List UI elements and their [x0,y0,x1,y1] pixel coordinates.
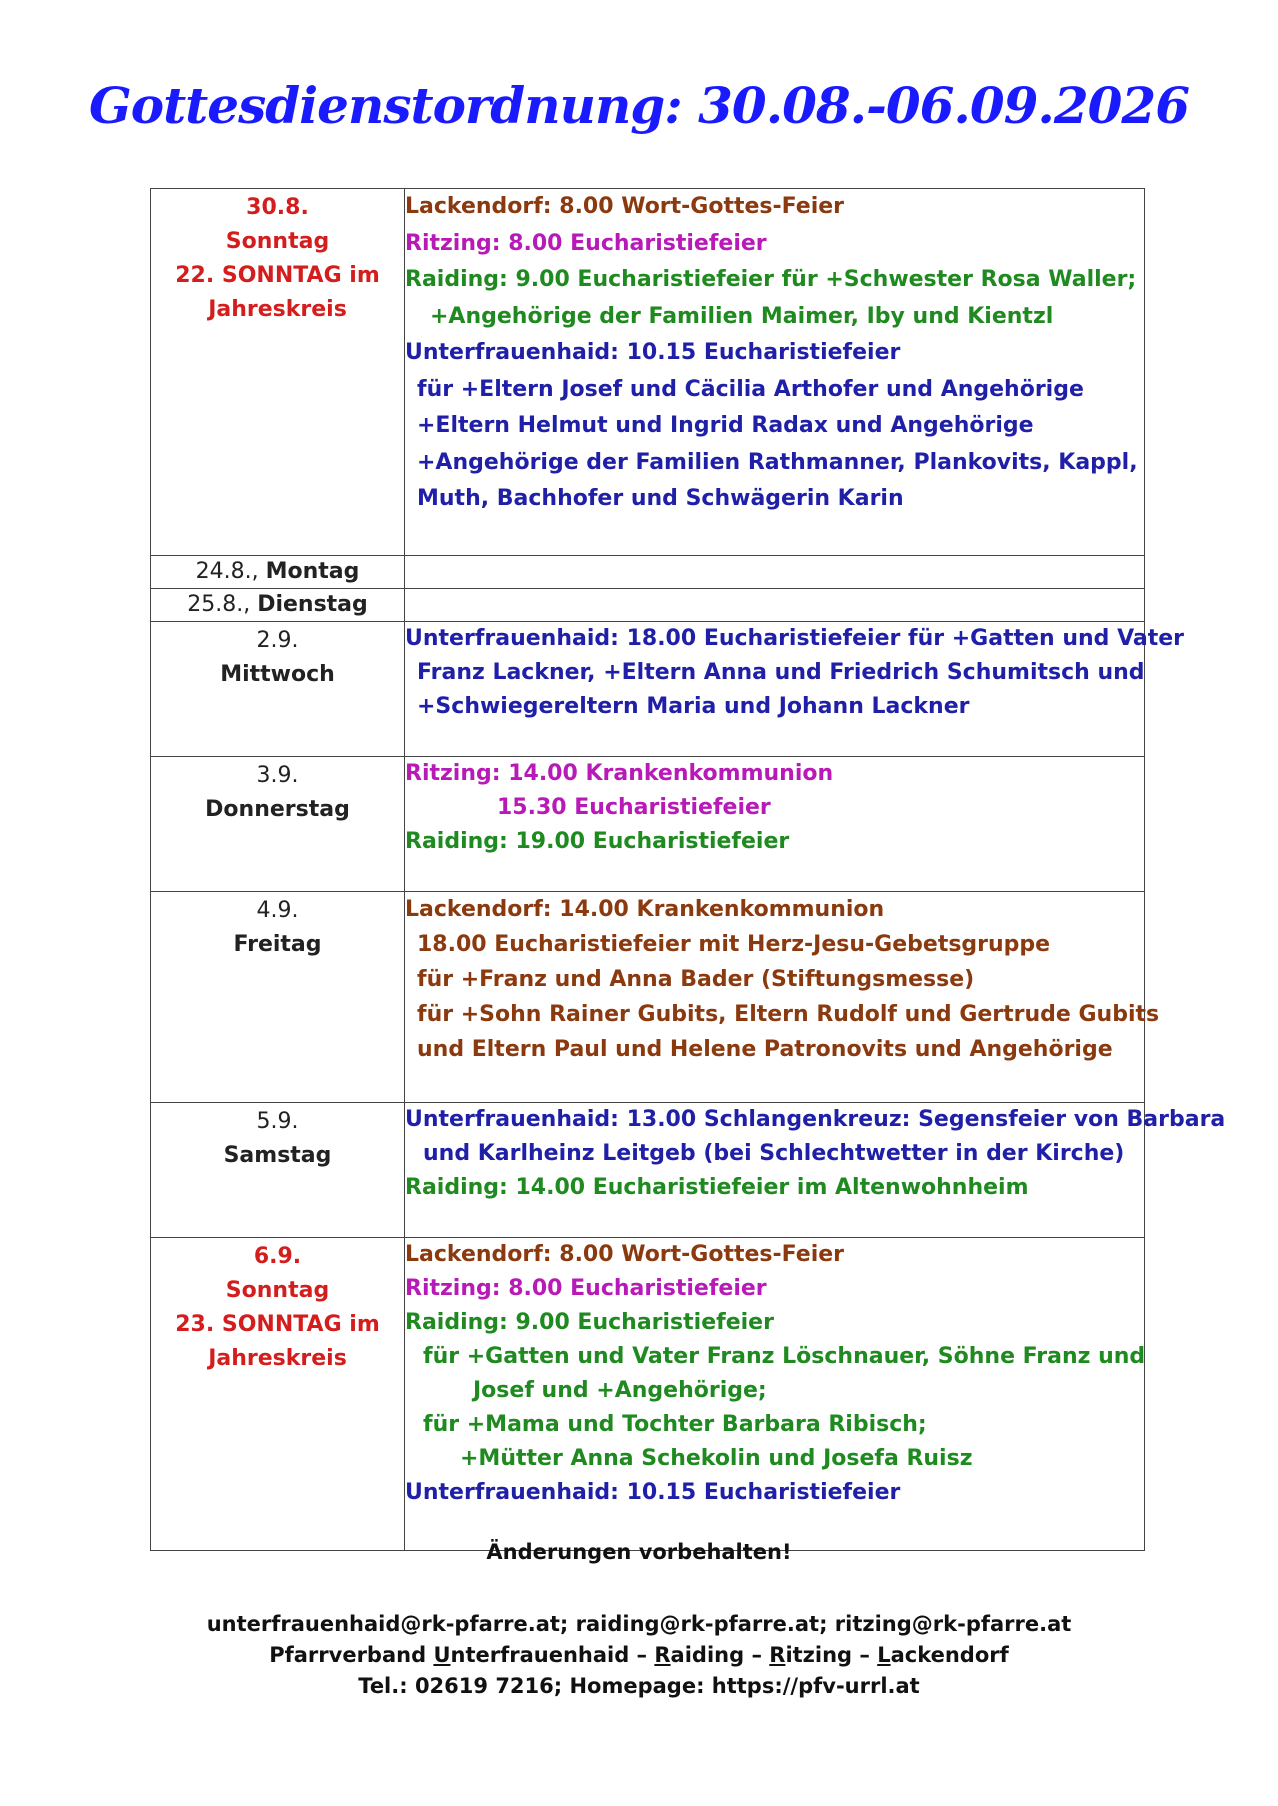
page-title: Gottesdienstordnung: 30.08.-06.09.2026 [89,76,1189,135]
service-entry: Raiding: 19.00 Eucharistiefeier [405,829,790,854]
date-line: Sonntag [225,1278,330,1303]
parish-initial: R [769,1643,786,1667]
schedule-row [151,622,1145,757]
service-entry: Raiding: 9.00 Eucharistiefeier [405,1310,774,1335]
service-entry: für +Franz und Anna Bader (Stiftungsmesse) [417,967,975,992]
service-entry: Franz Lackner, +Eltern Anna und Friedrich Schumitsch und [417,660,1145,685]
date-line: Donnerstag [205,797,350,822]
service-entry: Lackendorf: 14.00 Krankenkommunion [405,897,885,922]
service-entry: Ritzing: 8.00 Eucharistiefeier [405,1276,767,1301]
schedule-date-cell [151,189,405,556]
service-entry: Raiding: 14.00 Eucharistiefeier im Altenwohnheim [405,1175,1029,1200]
pfarrverband-parishes [433,1643,1008,1667]
changes-note: Änderungen vorbehalten! [486,1540,792,1564]
schedule-entries-cell [405,757,1145,892]
service-entry: Unterfrauenhaid: 10.15 Eucharistiefeier [405,1480,901,1505]
service-entry: Raiding: 9.00 Eucharistiefeier für +Schwester Rosa Waller; [405,267,1137,292]
schedule-entries-cell [405,556,1145,589]
date-line: 5.9. [256,1109,299,1134]
parish-name-rest: itzing [785,1643,853,1667]
schedule-date-cell [151,1103,405,1238]
schedule-date-cell [151,757,405,892]
pfarrverband-line [0,1643,1278,1667]
date-line: 2.9. [256,628,299,653]
schedule-entries-cell [405,589,1145,622]
service-entry: und Karlheinz Leitgeb (bei Schlechtwetter in der Kirche) [423,1141,1125,1166]
service-entry: Ritzing: 8.00 Eucharistiefeier [405,230,767,256]
schedule-date-cell [151,1238,405,1551]
service-entry: +Angehörige der Familien Rathmanner, Plankovits, Kappl, [417,449,1138,475]
date-line: Sonntag [225,229,330,254]
date-line: 4.9. [256,898,299,923]
date-line: 25.8., Dienstag [187,592,368,617]
parish-separator: – [744,1643,770,1667]
schedule-table [150,188,1226,1551]
parish-name-rest: nterfrauenhaid [450,1643,630,1667]
service-entry: für +Gatten und Vater Franz Löschnauer, Söhne Franz und [423,1344,1146,1369]
parish-name [769,1643,852,1667]
schedule-date-cell [151,556,405,589]
schedule-row [151,757,1145,892]
schedule-date-cell [151,892,405,1103]
parish-initial: R [654,1643,671,1667]
schedule-row [151,189,1145,556]
service-entry: und Eltern Paul und Helene Patronovits und Angehörige [417,1037,1113,1062]
service-entry: +Mütter Anna Schekolin und Josefa Ruisz [460,1446,973,1471]
date-line: 30.8. [246,195,309,220]
schedule-row [151,556,1145,589]
date-line: 23. SONNTAG im [175,1312,380,1337]
schedule-entries-cell [405,189,1145,556]
service-entry: Ritzing: 14.00 Krankenkommunion [405,761,834,786]
parish-name-rest: aiding [670,1643,745,1667]
date-line: 3.9. [256,763,299,788]
service-entry: 15.30 Eucharistiefeier [497,795,771,820]
contact-emails: unterfrauenhaid@rk-pfarre.at; raiding@rk-pfarre.at; ritzing@rk-pfarre.at [206,1612,1072,1636]
service-entry: Unterfrauenhaid: 10.15 Eucharistiefeier [405,340,901,365]
service-entry: für +Sohn Rainer Gubits, Eltern Rudolf und Gertrude Gubits [417,1002,1160,1027]
schedule-row [151,1103,1145,1238]
parish-name-rest: ackendorf [890,1643,1009,1667]
schedule-date-cell [151,622,405,757]
service-entry: für +Mama und Tochter Barbara Ribisch; [423,1412,927,1437]
service-entry: Unterfrauenhaid: 13.00 Schlangenkreuz: Segensfeier von Barbara [405,1107,1226,1132]
schedule-date-cell [151,589,405,622]
parish-initial: L [877,1643,891,1667]
service-entry: 18.00 Eucharistiefeier mit Herz-Jesu-Gebetsgruppe [417,932,1051,957]
date-line: Mittwoch [220,662,335,687]
date-line: Samstag [223,1143,332,1168]
date-line: 6.9. [253,1244,302,1269]
schedule-entries-cell [405,892,1160,1103]
schedule-entries-cell [405,622,1185,757]
service-entry: +Angehörige der Familien Maimer, Iby und Kientzl [430,303,1054,329]
service-entry: Lackendorf: 8.00 Wort-Gottes-Feier [405,1242,845,1267]
contact-phone-homepage: Tel.: 02619 7216; Homepage: https://pfv-urrl.at [358,1674,920,1698]
schedule-entries-cell [405,1238,1145,1551]
date-line: Jahreskreis [208,1346,347,1371]
schedule-entries-cell [405,1103,1226,1238]
service-entry: +Eltern Helmut und Ingrid Radax und Angehörige [417,413,1034,438]
parish-initial: U [433,1643,451,1667]
parish-name [877,1643,1009,1667]
parish-separator: – [629,1643,655,1667]
date-line: Jahreskreis [208,297,347,322]
service-entry: +Schwiegereltern Maria und Johann Lackner [417,694,970,719]
schedule-row [151,589,1145,622]
date-line: 24.8., Montag [195,559,360,584]
service-entry: für +Eltern Josef und Cäcilia Arthofer und Angehörige [417,376,1084,402]
service-entry: Muth, Bachhofer und Schwägerin Karin [417,486,904,511]
parish-name [433,1643,629,1667]
schedule-body [151,189,1226,1551]
parish-separator: – [852,1643,878,1667]
service-entry: Unterfrauenhaid: 18.00 Eucharistiefeier für +Gatten und Vater [405,626,1185,651]
date-line: 22. SONNTAG im [175,263,380,288]
pfarrverband-prefix: Pfarrverband [269,1643,434,1667]
schedule-row [151,892,1145,1103]
parish-name [654,1643,744,1667]
service-entry: Josef und +Angehörige; [473,1378,767,1403]
date-line: Freitag [233,932,322,957]
service-entry: Lackendorf: 8.00 Wort-Gottes-Feier [405,194,845,219]
schedule-row [151,1238,1145,1551]
